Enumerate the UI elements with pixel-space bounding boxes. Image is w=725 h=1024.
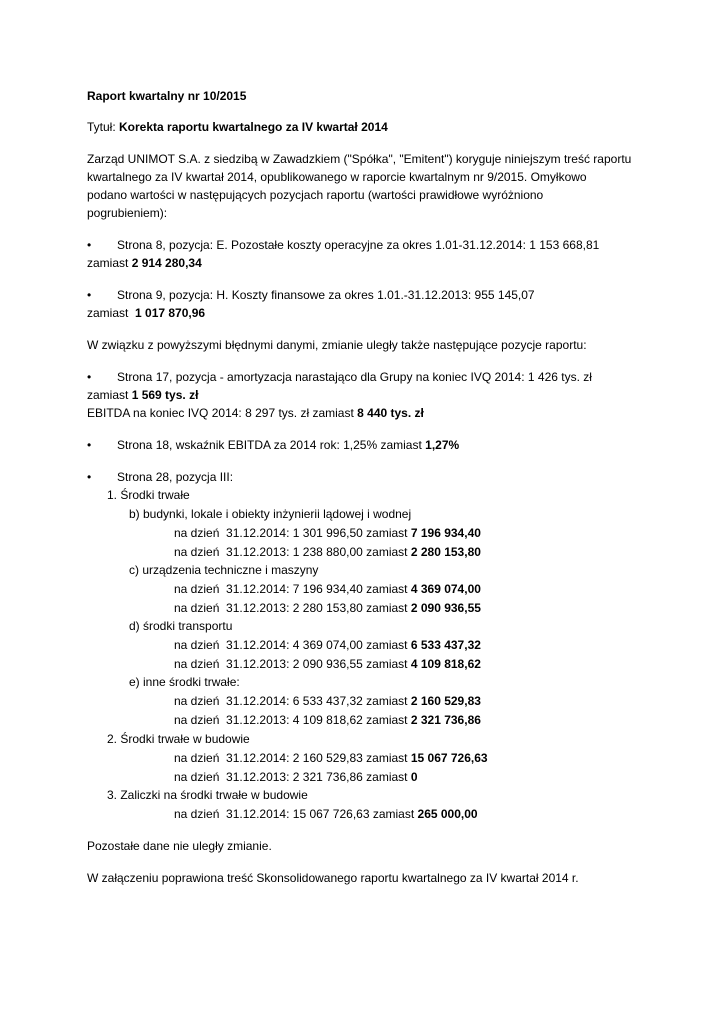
bullet-icon: •	[87, 370, 92, 384]
report-title-line	[87, 118, 388, 136]
section-3-2014	[174, 805, 478, 823]
title-prefix: Tytuł:	[87, 120, 120, 134]
row-prefix: na dzień 31.12.2014: 2 160 529,83 zamiast	[174, 751, 411, 765]
section-1d-2013	[174, 655, 481, 673]
correction-2-value: 1 017 870,96	[135, 306, 206, 320]
bullet18-line	[117, 436, 459, 454]
bullet-icon: •	[87, 438, 92, 452]
section-1e-2014	[174, 692, 481, 710]
section-1-title: 1. Środki trwałe	[107, 488, 190, 502]
section-1b-title: b) budynki, lokale i obiekty inżynierii lądowej i wodnej	[129, 507, 412, 521]
bullet18-prefix: Strona 18, wskaźnik EBITDA za 2014 rok: 1,25% zamiast	[117, 438, 426, 452]
intro-line-1: Zarząd UNIMOT S.A. z siedzibą w Zawadzkiem ("Spółka", "Emitent") koryguje niniejszym treść raportu	[87, 152, 632, 166]
intro-line-3: podano wartości w następujących pozycjach raportu (wartości prawidłowe wyróżniono	[87, 188, 544, 202]
correction-1-value-line	[87, 254, 202, 272]
footer-line-2: W załączeniu poprawiona treść Skonsolidowanego raportu kwartalnego za IV kwartał 2014 r.	[87, 871, 579, 885]
section-3-title: 3. Zaliczki na środki trwałe w budowie	[107, 788, 308, 802]
report-title: Korekta raportu kwartalnego za IV kwartał 2014	[119, 120, 388, 134]
bullet17-line-1: Strona 17, pozycja - amortyzacja narastająco dla Grupy na koniec IVQ 2014: 1 426 tys. zł	[117, 370, 592, 384]
section-1b-2014	[174, 524, 481, 542]
row-prefix: na dzień 31.12.2014: 1 301 996,50 zamiast	[174, 526, 411, 540]
correction-1-prefix: zamiast	[87, 256, 132, 270]
row-prefix: na dzień 31.12.2013: 2 321 736,86 zamiast	[174, 770, 411, 784]
correction-1-value: 2 914 280,34	[131, 256, 202, 270]
bullet18-value: 1,27%	[425, 438, 460, 452]
ebitda-line	[87, 404, 424, 422]
bullet-icon: •	[87, 238, 92, 252]
row-value: 7 196 934,40	[410, 526, 481, 540]
row-value: 265 000,00	[417, 807, 478, 821]
bullet-icon: •	[87, 470, 92, 484]
row-value: 4 369 074,00	[410, 582, 481, 596]
correction-2-text: Strona 9, pozycja: H. Koszty finansowe za okres 1.01.-31.12.2013: 955 145,07	[117, 288, 535, 302]
row-prefix: na dzień 31.12.2014: 15 067 726,63 zamiast	[174, 807, 418, 821]
bullet-icon: •	[87, 288, 92, 302]
section-1c-2013	[174, 599, 481, 617]
section-2-title: 2. Środki trwałe w budowie	[107, 732, 250, 746]
section-2-2014	[174, 749, 488, 767]
ebitda-value: 8 440 tys. zł	[357, 406, 424, 420]
section-1b-2013	[174, 543, 481, 561]
row-prefix: na dzień 31.12.2013: 1 238 880,00 zamiast	[174, 545, 411, 559]
row-value: 6 533 437,32	[410, 638, 481, 652]
row-prefix: na dzień 31.12.2014: 6 533 437,32 zamiast	[174, 694, 411, 708]
footer-line-1: Pozostałe dane nie uległy zmianie.	[87, 839, 272, 853]
correction-1-text: Strona 8, pozycja: E. Pozostałe koszty operacyjne za okres 1.01-31.12.2014: 1 153 668,81	[117, 238, 600, 252]
row-value: 2 321 736,86	[410, 713, 481, 727]
row-value: 4 109 818,62	[410, 657, 481, 671]
correction-2-prefix: zamiast	[87, 306, 136, 320]
report-number: Raport kwartalny nr 10/2015	[87, 89, 247, 103]
section-1d-2014	[174, 636, 481, 654]
row-prefix: na dzień 31.12.2014: 4 369 074,00 zamiast	[174, 638, 411, 652]
row-prefix: na dzień 31.12.2013: 2 090 936,55 zamiast	[174, 657, 411, 671]
row-value: 15 067 726,63	[410, 751, 488, 765]
row-prefix: na dzień 31.12.2013: 2 280 153,80 zamiast	[174, 601, 411, 615]
section-1c-2014	[174, 580, 481, 598]
row-value: 2 280 153,80	[410, 545, 481, 559]
section-1e-title: e) inne środki trwałe:	[129, 675, 240, 689]
intro-line-4: pogrubieniem):	[87, 206, 168, 220]
row-value: 0	[410, 770, 418, 784]
section-1c-title: c) urządzenia techniczne i maszyny	[129, 563, 319, 577]
row-prefix: na dzień 31.12.2013: 4 109 818,62 zamiast	[174, 713, 411, 727]
bullet17-value: 1 569 tys. zł	[131, 388, 199, 402]
row-value: 2 090 936,55	[410, 601, 481, 615]
section-1d-title: d) środki transportu	[129, 619, 233, 633]
middle-text: W związku z powyższymi błędnymi danymi, zmianie uległy także następujące pozycje raportu:	[87, 338, 587, 352]
intro-line-2: kwartalnego za IV kwartał 2014, opublikowanego w raporcie kwartalnym nr 9/2015. Omyłkowo	[87, 170, 587, 184]
correction-2-value-line	[87, 304, 205, 322]
bullet17-line-2	[87, 386, 198, 404]
section-1e-2013	[174, 711, 481, 729]
bullet17-prefix: zamiast	[87, 388, 132, 402]
section-2-2013	[174, 768, 418, 786]
bullet28-title: Strona 28, pozycja III:	[117, 470, 234, 484]
row-prefix: na dzień 31.12.2014: 7 196 934,40 zamiast	[174, 582, 411, 596]
row-value: 2 160 529,83	[410, 694, 481, 708]
ebitda-prefix: EBITDA na koniec IVQ 2014: 8 297 tys. zł zamiast	[87, 406, 358, 420]
